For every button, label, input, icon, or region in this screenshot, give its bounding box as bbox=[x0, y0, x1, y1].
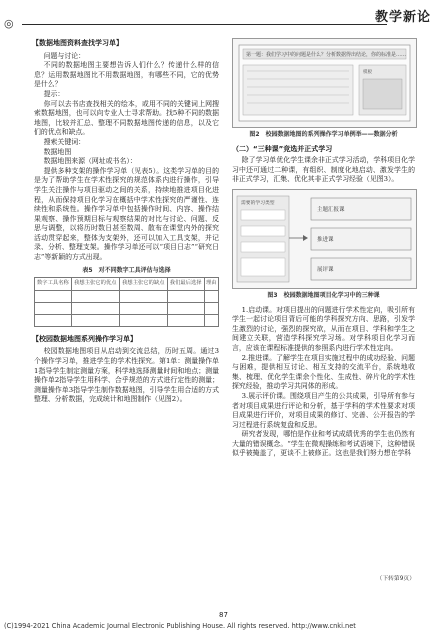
diagram-lesson-label: 主题汇报课 bbox=[317, 206, 345, 213]
paragraph: 3.展示评价课。围绕项目产生的公共成果，引导所有参与者对项目成果进行评论和分析，基于学科的学术性要求对项目成果进行评价，对项目成果的修订、完善、公开报告的学习过程进行系统复盘和反思。 bbox=[232, 391, 415, 429]
table-row bbox=[35, 314, 219, 326]
paragraph: 提示： bbox=[43, 89, 65, 98]
paragraph: 提供多种支架的操作学习单（见表5）。这类学习单的目的是为了帮助学生在学术性探究的规范体系内进行操作，引导学生关注操作与项目驱动之间的关系，持续地推进项目化进程，从而保持项目化学习在概括中学术性探究的严谨性、连续性和系统性。操作学习单中包括操作时间、内容、操作结果观察、操作预期目标与观察结果的对比与讨论、问题、反思与调整，以将历时数日甚至数周、散布在课堂内外的探究活动贯穿起来，整体为支架外，还可以加入工具支架，并记录、分析、整理支架。操作学习单还可以“项目日志”“研究日志”等新颖的方式出现。 bbox=[34, 166, 219, 262]
section-title: 教学新论 bbox=[374, 10, 431, 25]
paragraph: 不同的数据地图主要想告诉人们什么？传递什么样的信息？运用数据地图比不用数据地图，有哪些不同，它的优势是什么？ bbox=[34, 61, 219, 89]
paragraph: 数据地图 bbox=[43, 147, 72, 156]
continued-note: （下转第9页） bbox=[376, 576, 415, 582]
paragraph: 2.推进课。了解学生在项目实施过程中的成功经验、问题与困难，提供相互讨论、相互支持的交流平台，系统地收集、梳理、优化学生课余个性化、生成性、碎片化的学术性探究经验，推动学习共同体的形成。 bbox=[232, 353, 415, 391]
table-header: 数字工具名称 bbox=[35, 278, 72, 291]
table-header: 理由 bbox=[204, 278, 218, 291]
left-column bbox=[34, 38, 219, 405]
figure-three-lessons bbox=[232, 189, 417, 289]
box-title-campus-map-worksheets: 【校园数据地图系列操作学习单】 bbox=[32, 334, 137, 343]
paragraph: 数据地图来源（网址或书名）： bbox=[43, 157, 137, 166]
table-header: 我想主张它的优点 bbox=[71, 278, 119, 291]
worksheet-sketch bbox=[233, 39, 416, 127]
copyright-line: (C)1994-2021 China Academic Journal Electronic Publishing House. All rights reserved. http://www.cnki.net bbox=[4, 622, 356, 630]
figure-question-text: 第一题：我们学习中的问题是什么？分析数据得出结论，你的标准是…… bbox=[246, 52, 407, 58]
figure-worksheet-example bbox=[232, 38, 417, 128]
paragraph: 1.启动课。对项目提出的问题进行学术性定向，吸引所有学生一起讨论项目背后可能的学科探究方向、思路，引发学生激烈的讨论，强烈的探究欲，从而在项目、学科和学生之间建立关联，营造学科探究学习场。对学科项目化学习而言，应该在课程标准提供的参照系内进行学术性定向。 bbox=[232, 305, 415, 352]
figure-caption: 图3 校园数据地图项目化学习中的三种课 bbox=[267, 291, 380, 299]
running-header bbox=[0, 0, 447, 32]
table-row bbox=[35, 302, 219, 314]
figure-caption: 图2 校园数据地图的系列操作学习单例举——数据分析 bbox=[249, 131, 398, 138]
diagram-lesson-label: 展评课 bbox=[317, 266, 334, 273]
header-ornament-icon: ◎ bbox=[4, 17, 14, 30]
section-heading: （二）“三种课”竞选并正式学习 bbox=[232, 144, 333, 153]
tool-evaluation-table bbox=[34, 277, 219, 327]
diagram-left-label: 需要的学习类型 bbox=[241, 200, 275, 206]
paragraph: 除了学习单优化学生课余非正式学习活动，学科项目化学习中还可通过二种课，有组织、制度化地启动、激发学生的非正式学习，汇集、优化其非正式学习经验（见图3）。 bbox=[232, 156, 415, 184]
table-caption: 表5 对不同数字工具评估与选择 bbox=[82, 266, 171, 274]
paragraph: 研究者发现，哪怕是作业和考试成绩优秀的学生也仍然有大量的错误概念。“学生在微观操练和考试语境下，这种错误似乎被掩盖了，更谈不上被修正。这也是我们努力想在学科 bbox=[232, 430, 415, 458]
three-lessons-diagram bbox=[233, 190, 416, 288]
paragraph: 你可以去书店查找相关的绘本，或用不同的关键词上网搜索数据地图，也可以向专业人士寻求帮助。找5种不同的数据地图，比较并汇总、整理不同数据地图传递的信息，以及它们的优点和缺点。 bbox=[34, 99, 219, 137]
figure-side-label: 模板 bbox=[363, 70, 372, 75]
page-number: 87 bbox=[219, 611, 228, 619]
paragraph: 问题与讨论： bbox=[43, 51, 85, 60]
box-title-data-map-search: 【数据地图资料查找学习单】 bbox=[32, 39, 123, 47]
paragraph: 校园数据地图项目从启动到交流总结，历时五周。通过3个操作学习单，推进学生的学术性探究。第1单：测量操作单1指导学生制定测量方案，科学地选择测量时间和地点；测量操作单2指导学生用科学、合乎规范的方式进行定性的测量；测量操作单3指导学生制作数据地图，引导学生用合适的方式整理、分析数据，完成统计和地图制作（见图2）。 bbox=[34, 347, 219, 404]
table-header: 我们最后选择 bbox=[167, 278, 204, 291]
diagram-lesson-label: 推进课 bbox=[317, 236, 334, 243]
header-rule bbox=[22, 24, 387, 25]
table-header: 我想主张它的缺点 bbox=[119, 278, 167, 291]
right-column bbox=[232, 38, 415, 459]
paragraph: 搜索关键词： bbox=[43, 137, 85, 146]
table-row bbox=[35, 290, 219, 302]
